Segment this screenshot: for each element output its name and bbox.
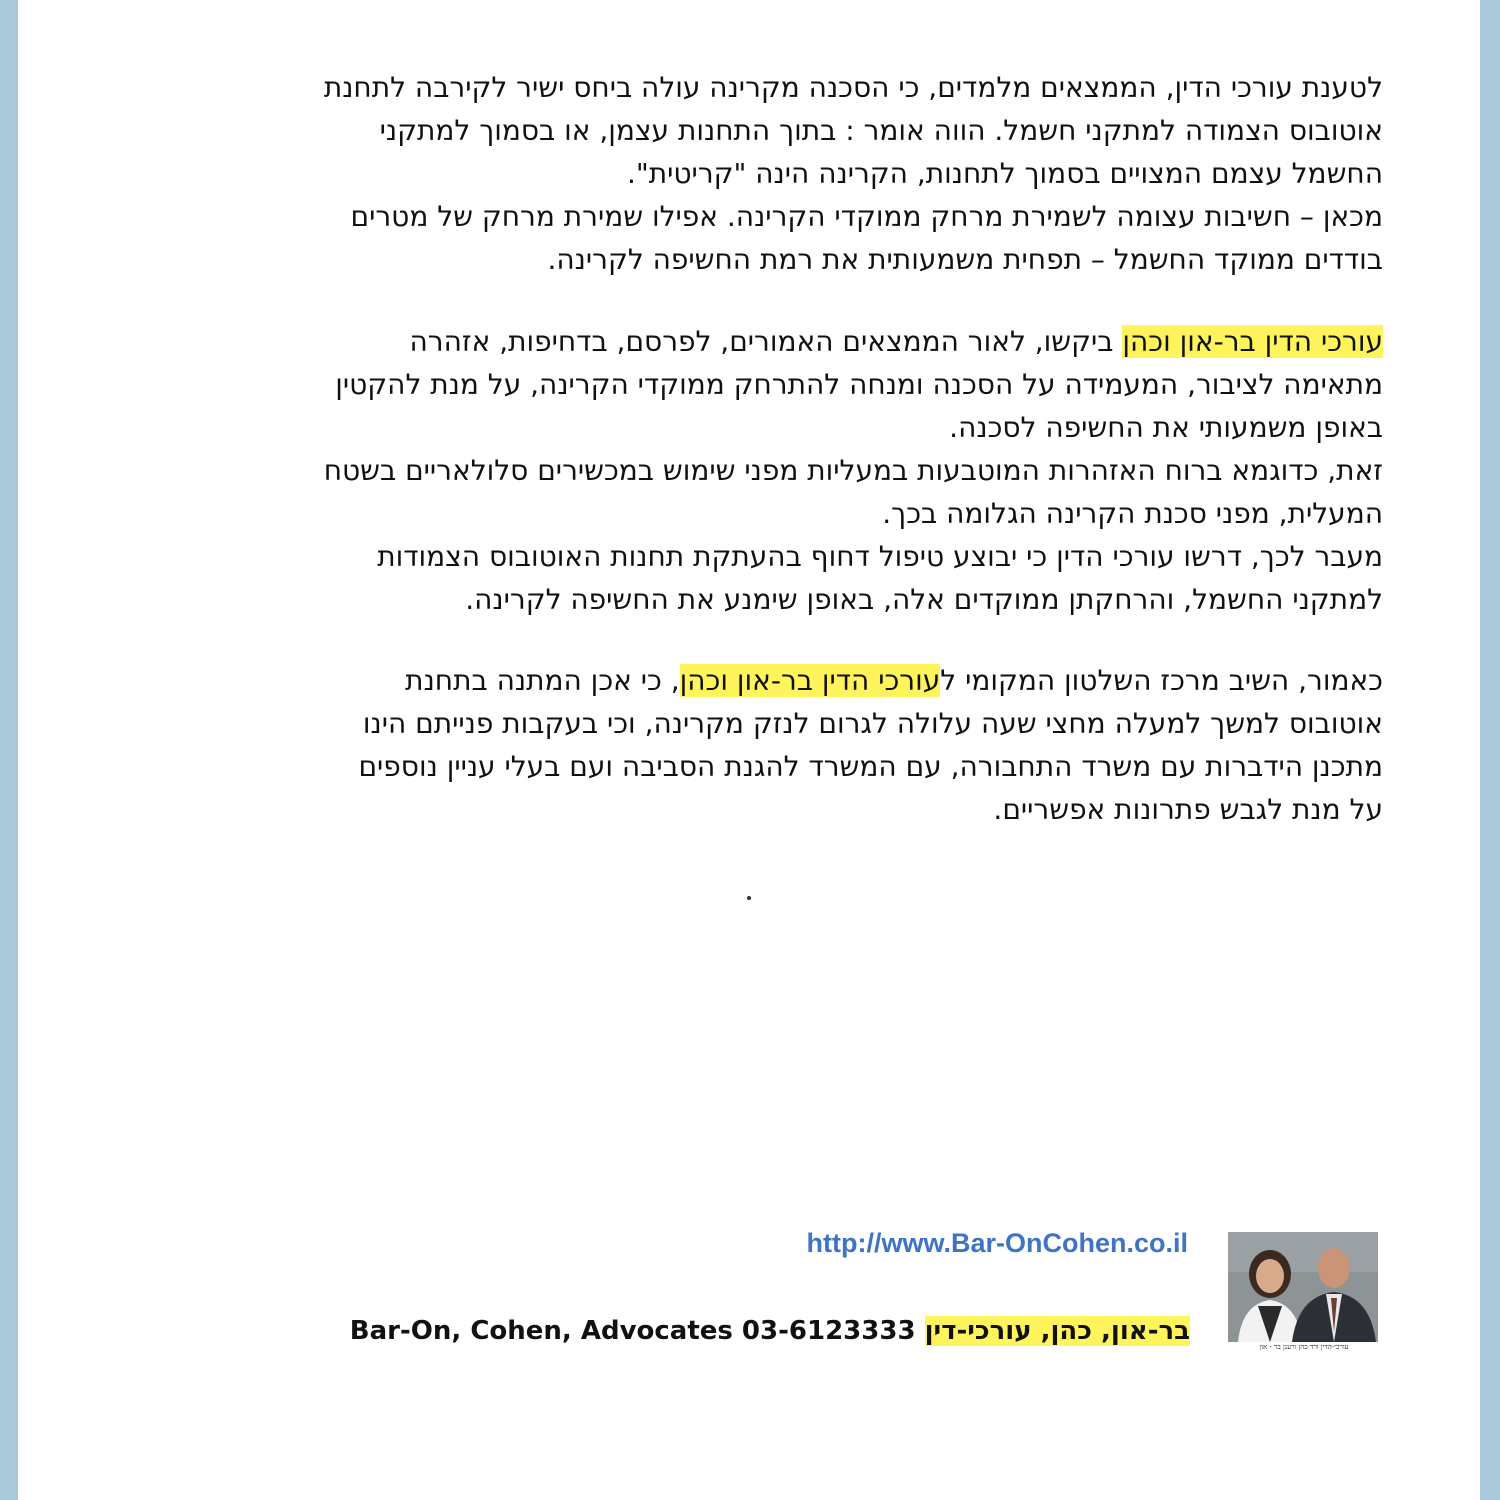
paragraph-line: המעלית, מפני סכנת הקרינה הגלומה בכך.: [882, 497, 1383, 530]
lawyers-photo: [1228, 1232, 1378, 1342]
firm-contact-line: [348, 1316, 1190, 1346]
paragraph-3: [133, 659, 1383, 831]
paragraph-2: [133, 320, 1383, 621]
paragraph-line: אוטובוס הצמודה למתקני חשמל. הווה אומר : בתוך התחנות עצמן, או בסמוך למתקני: [379, 114, 1383, 147]
paragraph-line: מעבר לכך, דרשו עורכי הדין כי יבוצע טיפול דחוף בהעתקת תחנות האוטובוס הצמודות: [377, 540, 1383, 573]
paragraph-line: למתקני החשמל, והרחקתן ממוקדים אלה, באופן שימנע את החשיפה לקרינה.: [465, 583, 1383, 616]
line-text: כאמור, השיב מרכז השלטון המקומי ל: [940, 664, 1383, 697]
firm-hebrew-name: בר-און, כהן, עורכי-דין: [924, 1316, 1190, 1346]
paragraph-1: [133, 66, 1383, 281]
paragraph-line: [133, 320, 1383, 363]
photo-caption: עורכי-הדין ורד כהן ורענן בר - און: [1259, 1343, 1349, 1351]
website-link[interactable]: http://www.Bar-OnCohen.co.il: [806, 1228, 1188, 1258]
highlighted-firm-name: עורכי הדין בר-און וכהן: [679, 664, 941, 697]
paragraph-line: על מנת לגבש פתרונות אפשריים.: [993, 793, 1383, 826]
paragraph-line: לטענת עורכי הדין, הממצאים מלמדים, כי הסכנה מקרינה עולה ביחס ישיר לקירבה לתחנת: [323, 71, 1383, 104]
firm-english-name: Bar-On, Cohen, Advocates 03-6123333: [349, 1316, 916, 1346]
stray-dot: [747, 896, 751, 900]
paragraph-line: מכאן – חשיבות עצומה לשמירת מרחק ממוקדי הקרינה. אפילו שמירת מרחק של מטרים: [350, 200, 1383, 233]
highlighted-firm-name: עורכי הדין בר-און וכהן: [1122, 325, 1383, 358]
paragraph-line: מתכנן הידברות עם משרד התחבורה, עם המשרד להגנת הסביבה ועם בעלי עניין נוספים: [358, 750, 1383, 783]
paragraph-line: החשמל עצמם המצויים בסמוך לתחנות, הקרינה הינה "קריטית".: [626, 157, 1383, 190]
paragraph-line: מתאימה לציבור, המעמידה על הסכנה ומנחה להתרחק ממוקדי הקרינה, על מנת להקטין: [335, 368, 1383, 401]
paragraph-line: באופן משמעותי את החשיפה לסכנה.: [949, 411, 1383, 444]
paragraph-line: אוטובוס למשך למעלה מחצי שעה עלולה לגרום לנזק מקרינה, וכי בעקבות פנייתם הינו: [362, 707, 1383, 740]
line-text: ביקשו, לאור הממצאים האמורים, לפרסם, בדחיפות, אזהרה: [409, 325, 1123, 358]
document-page: [18, 0, 1480, 1500]
paragraph-line: בודדים ממוקד החשמל – תפחית משמעותית את רמת החשיפה לקרינה.: [547, 243, 1383, 276]
paragraph-line: זאת, כדוגמא ברוח האזהרות המוטבעות במעליות מפני שימוש במכשירים סלולאריים בשטח: [323, 454, 1383, 487]
paragraph-line: [133, 659, 1383, 702]
line-text: , כי אכן המתנה בתחנת: [405, 664, 680, 697]
